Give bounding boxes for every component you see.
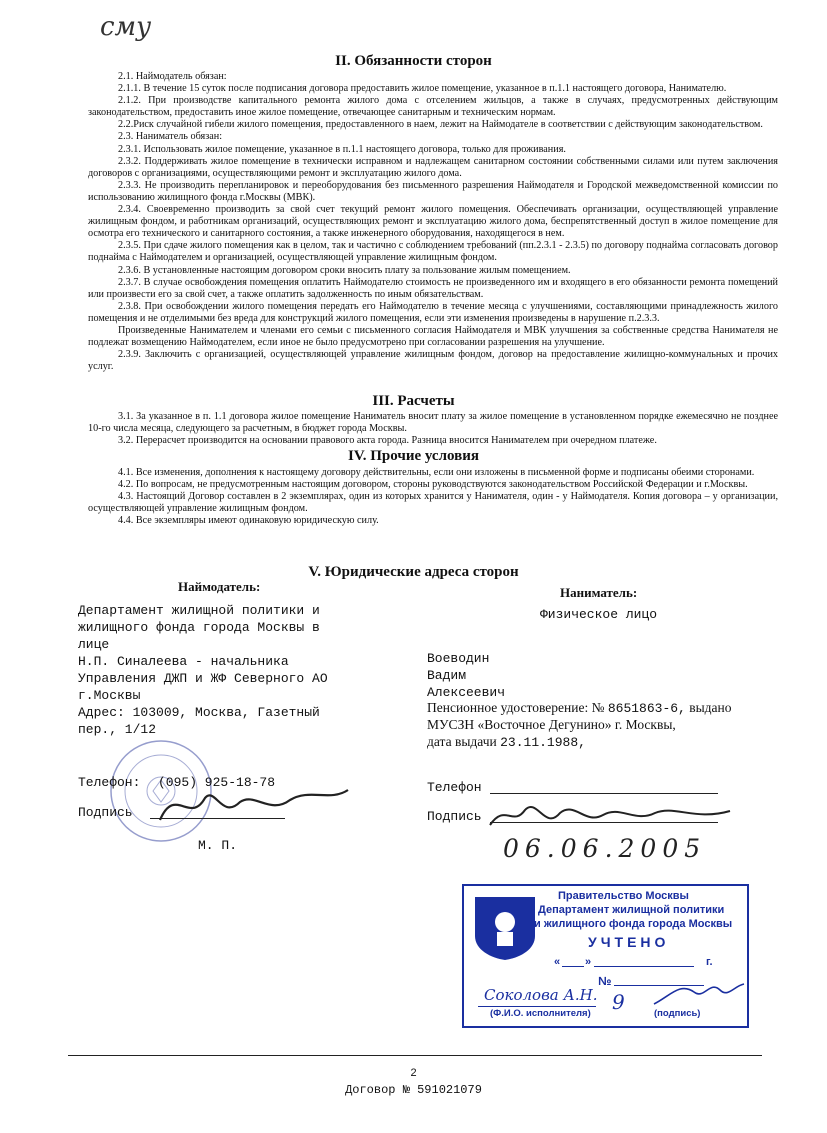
contract-number: Договор № 591021079: [345, 1083, 482, 1097]
landlord-details: [78, 602, 353, 738]
paragraph: 2.2.Риск случайной гибели жилого помещения, предоставленного в наем, лежит на Наймодателе в соответствии с действующим законодательством.: [118, 119, 763, 131]
tenant-last-name: Воеводин: [427, 651, 490, 666]
paragraph: 4.3. Настоящий Договор составлен в 2 экземплярах, один из которых хранится у Нанимателя, один - у Наймодателя. Копия договора – у организации, осуществляющей управление жилищным фондом.: [88, 491, 778, 515]
registration-stamp: [462, 884, 749, 1028]
section-2-body: [88, 71, 778, 373]
stamp-place-label: М. П.: [198, 838, 238, 853]
stamp-status: УЧТЕНО: [588, 934, 670, 950]
stamp-executor-caption: (Ф.И.О. исполнителя): [490, 1008, 591, 1019]
paragraph: 2.3.6. В установленные настоящим договором сроки вносить плату за пользование жилым помещением.: [118, 264, 571, 276]
landlord-phone: (095) 925-18-78: [158, 775, 276, 790]
section-5-title: V. Юридические адреса сторон: [308, 564, 519, 580]
paragraph: 2.1.2. При производстве капитального ремонта жилого дома с отселением жильцов, а также в случаях, предусмотренных действующим законодательством, предоставить иное жилое помещение, отвечающее санитарным и техническим нормам.: [88, 95, 778, 119]
paragraph: 2.3. Наниматель обязан:: [118, 131, 223, 143]
tenant-pension-line: [427, 700, 732, 717]
stamp-line-3: и жилищного фонда города Москвы: [534, 918, 733, 930]
paragraph: 4.1. Все изменения, дополнения к настоящему договору действительны, если они изложены в письменной форме и подписаны обеими сторонами.: [118, 467, 755, 478]
paragraph: 2.3.1. Использовать жилое помещение, указанное в п.1.1 настоящего договора, только для проживания.: [118, 143, 566, 155]
pension-label: Пенсионное удостоверение: №: [427, 700, 605, 715]
stamp-day-open: «: [554, 956, 561, 968]
paragraph: 4.4. Все экземпляры имеют одинаковую юридическую силу.: [118, 515, 379, 527]
paragraph: 4.2. По вопросам, не предусмотренным настоящим договором, стороны руководствуются законодательством Российской Федерации и г.Москвы.: [118, 479, 748, 491]
tenant-heading: Наниматель:: [560, 585, 638, 600]
section-2-title: II. Обязанности сторон: [335, 53, 492, 69]
tenant-patronymic: Алексеевич: [427, 685, 506, 700]
tenant-name: [427, 650, 505, 701]
stamp-line-1: Правительство Москвы: [558, 890, 689, 902]
tenant-sign-label: Подпись: [427, 809, 482, 824]
stamp-executor-number: 9: [612, 990, 625, 1014]
landlord-phone-label: Телефон:: [78, 775, 141, 790]
handwritten-note: сму: [100, 12, 152, 42]
landlord-heading: Наймодатель:: [178, 579, 261, 594]
footer-divider: [68, 1055, 762, 1056]
paragraph: 2.3.4. Своевременно производить за свой счет текущий ремонт жилого помещения. Обеспечивать организации, осуществляющей управление жилищным фондом, и работникам организаций, осуществляющих ремонт и эксплуатацию жилого дома, беспрепятственный доступ в жилое помещение для осмотра его технического и санитарного состояния, а также инженерного оборудования, находящегося в нем.: [88, 204, 778, 240]
paragraph: 3.2. Перерасчет производится на основании правового акта города. Разница вносится Нанимателем при очередном платеже.: [118, 435, 657, 447]
stamp-executor-line: [478, 1006, 596, 1007]
landlord-person: Н.П. Синалеева - начальника Управления ДЖП и ЖФ Северного АО г.Москвы: [78, 654, 328, 703]
pension-number: 8651863-6,: [607, 701, 686, 716]
section-3-title: III. Расчеты: [372, 393, 455, 409]
handwritten-sign-date: 06.06.2005: [503, 834, 707, 863]
section-3-body: [88, 411, 778, 447]
paragraph: 2.3.2. Поддерживать жилое помещение в технически исправном и надлежащем санитарном состоянии собственными силами или путем заключения договоров с организациями, осуществляющими ремонт и эксплуатацию жилого дома.: [88, 155, 778, 179]
stamp-signature: [650, 978, 746, 1012]
tenant-signature: [485, 795, 735, 837]
page-number: 2: [410, 1067, 417, 1079]
paragraph: 2.3.3. Не производить перепланировок и переоборудования без письменного разрешения Наймодателя и Городской межведомственной комиссии по использованию жилищного фонда г.Москвы (МВК).: [88, 179, 778, 203]
stamp-line-2: Департамент жилищной политики: [538, 904, 725, 916]
landlord-sign-label: Подпись: [78, 805, 133, 820]
stamp-day-line: [562, 966, 584, 967]
landlord-org: Департамент жилищной политики и жилищного фонда города Москвы в лице: [78, 603, 320, 652]
issue-date-label: дата выдачи: [427, 734, 497, 749]
paragraph: 2.1.1. В течение 15 суток после подписания договора предоставить жилое помещение, указанное в п.1.1 настоящего договора, Нанимателю.: [118, 83, 727, 95]
stamp-sign-caption: (подпись): [654, 1008, 701, 1019]
paragraph: 3.1. За указанное в п. 1.1 договора жилое помещение Наниматель вносит плату за жилое помещение в установленном порядке ежемесячно не позднее 10-го числа месяца, следующего за расчетным, в бюджет города Москвы.: [88, 411, 778, 435]
paragraph: Произведенные Нанимателем и членами его семьи с письменного согласия Наймодателя и МВК улучшения за собственные средства Нанимателя не подлежат возмещению Наймодателем, если иное не было предусмотрено при согласовании разрешения на улучшение.: [88, 324, 778, 349]
issue-date: 23.11.1988,: [500, 735, 586, 750]
paragraph: 2.3.8. При освобождении жилого помещения передать его Наймодателю в течение месяца с улучшениями, составляющими принадлежность жилого помещения и не отделимыми без вреда для конструкций жилого помещения, если эти изменения произведены в нарушение п.2.3.3.: [88, 300, 778, 324]
stamp-executor-handwritten: Соколова А.Н.: [484, 986, 598, 1004]
tenant-phone-line: [490, 793, 718, 794]
stamp-number-label: №: [598, 974, 612, 988]
coat-of-arms-icon: [472, 894, 538, 962]
landlord-address: Адрес: 103009, Москва, Газетный пер., 1/12: [78, 705, 320, 737]
paragraph: 2.1. Наймодатель обязан:: [118, 71, 227, 82]
landlord-signature: [150, 780, 350, 830]
paragraph: 2.3.5. При сдаче жилого помещения как в целом, так и частично с соблюдением требований (пп.2.3.1 - 2.3.5) по договору поднайма согласовать договор поднайма с Наймодателем и организацией, осуществляющей управление жилищным фондом.: [88, 240, 778, 264]
tenant-phone-label: Телефон: [427, 780, 482, 795]
paragraph: 2.3.7. В случае освобождения помещения оплатить Наймодателю стоимость не произведенного им и входящего в его обязанности ремонта помещений или произвести его за свой счет, а также оплатить задолженность по иным обязательствам.: [88, 276, 778, 300]
tenant-issue-date-line: [427, 734, 586, 751]
tenant-first-name: Вадим: [427, 668, 467, 683]
paragraph: 2.3.9. Заключить с организацией, осуществляющей управление жилищным фондом, договор на предоставление жилищно-коммунальных и прочих услуг.: [88, 349, 778, 373]
pension-issued-label: выдано: [689, 700, 732, 715]
section-4-body: [88, 467, 778, 527]
stamp-month-line: [594, 966, 694, 967]
tenant-issuer: МУСЗН «Восточное Дегунино» г. Москвы,: [427, 717, 676, 732]
stamp-day-close: »: [585, 956, 592, 968]
tenant-type: Физическое лицо: [540, 607, 658, 622]
section-4-title: IV. Прочие условия: [348, 448, 479, 464]
stamp-year-suffix: г.: [706, 956, 713, 968]
